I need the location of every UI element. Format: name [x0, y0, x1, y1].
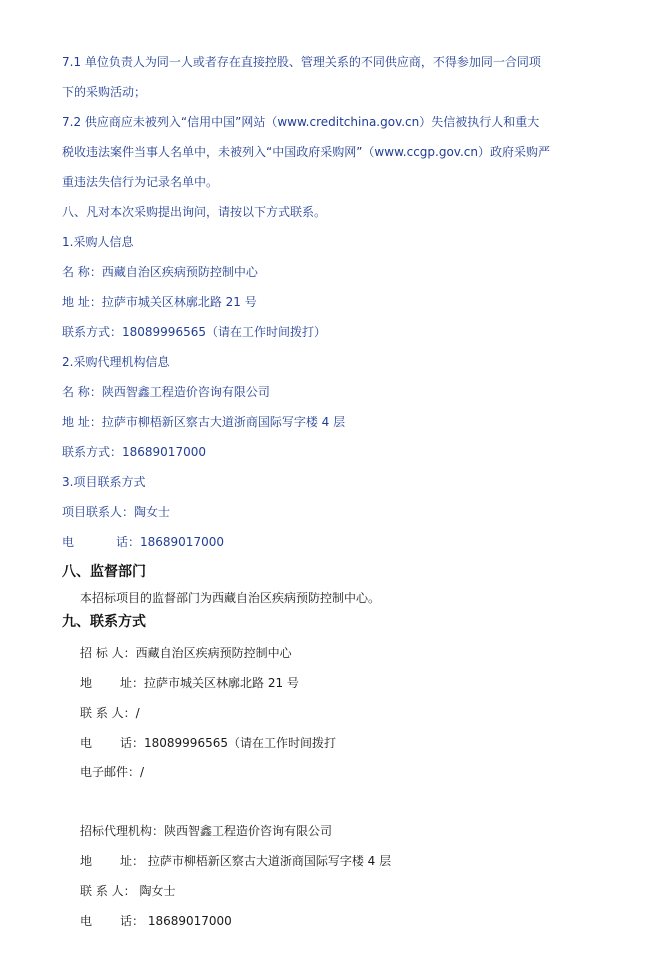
- project-phone-label: 电: [62, 535, 75, 549]
- agency-info-address: 地 址：拉萨市柳梧新区察古大道浙商国际写字楼 4 层: [62, 415, 346, 429]
- agency-person: 联 系 人： 陶女士: [80, 884, 176, 898]
- agency-phone-value: 话： 18689017000: [120, 914, 232, 928]
- agency-address-value: 址： 拉萨市柳梧新区察古大道浙商国际写字楼 4 层: [120, 854, 392, 868]
- tenderer-address: [80, 675, 299, 691]
- project-contact-heading: 3.项目联系方式: [62, 475, 146, 489]
- supervision-heading: 八、监督部门: [62, 564, 146, 580]
- tenderer-address-label: 地: [80, 676, 93, 690]
- tenderer-phone-value: 话：18089996565（请在工作时间拨打: [120, 736, 336, 750]
- purchaser-address: 地 址：拉萨市城关区林廓北路 21 号: [62, 295, 257, 309]
- tenderer-phone-label: 电: [80, 736, 93, 750]
- tenderer-email: 电子邮件：/: [80, 765, 145, 779]
- agency-info-heading: 2.采购代理机构信息: [62, 355, 170, 369]
- clause-7-1-line-1: 7.1 单位负责人为同一人或者存在直接控股、管理关系的不同供应商，不得参加同一合同项: [62, 55, 541, 69]
- tenderer-address-value: 址：拉萨市城关区林廓北路 21 号: [120, 676, 299, 690]
- project-phone-value: 话：18689017000: [116, 535, 224, 549]
- project-contact-phone: [62, 534, 224, 550]
- purchaser-contact: 联系方式：18089996565（请在工作时间拨打）: [62, 325, 326, 339]
- supervision-text: 本招标项目的监督部门为西藏自治区疾病预防控制中心。: [80, 591, 381, 605]
- agency-phone: [80, 913, 232, 929]
- clause-7-2-line-1: 7.2 供应商应未被列入“信用中国”网站（www.creditchina.gov.cn）失信被执行人和重大: [62, 115, 540, 129]
- agency-info-name: 名 称：陕西智鑫工程造价咨询有限公司: [62, 385, 270, 399]
- inquiry-heading: 八、凡对本次采购提出询问，请按以下方式联系。: [62, 205, 327, 219]
- agency-phone-label: 电: [80, 914, 93, 928]
- agency-address-label: 地: [80, 854, 93, 868]
- clause-7-2-line-2: 税收违法案件当事人名单中，未被列入“中国政府采购网”（www.ccgp.gov.cn）政府采购严: [62, 145, 550, 159]
- contact-heading: 九、联系方式: [62, 614, 146, 630]
- agency-name: 招标代理机构：陕西智鑫工程造价咨询有限公司: [80, 824, 333, 838]
- agency-info-contact: 联系方式：18689017000: [62, 445, 206, 459]
- clause-7-1-line-2: 下的采购活动；: [62, 85, 147, 99]
- tenderer-person: 联 系 人：/: [80, 706, 140, 720]
- purchaser-heading: 1.采购人信息: [62, 235, 134, 249]
- project-contact-person: 项目联系人：陶女士: [62, 505, 171, 519]
- agency-address: [80, 853, 391, 869]
- clause-7-2-line-3: 重违法失信行为记录名单中。: [62, 175, 219, 189]
- purchaser-name: 名 称：西藏自治区疾病预防控制中心: [62, 265, 258, 279]
- tenderer-name: 招 标 人：西藏自治区疾病预防控制中心: [80, 646, 292, 660]
- tenderer-phone: [80, 735, 336, 751]
